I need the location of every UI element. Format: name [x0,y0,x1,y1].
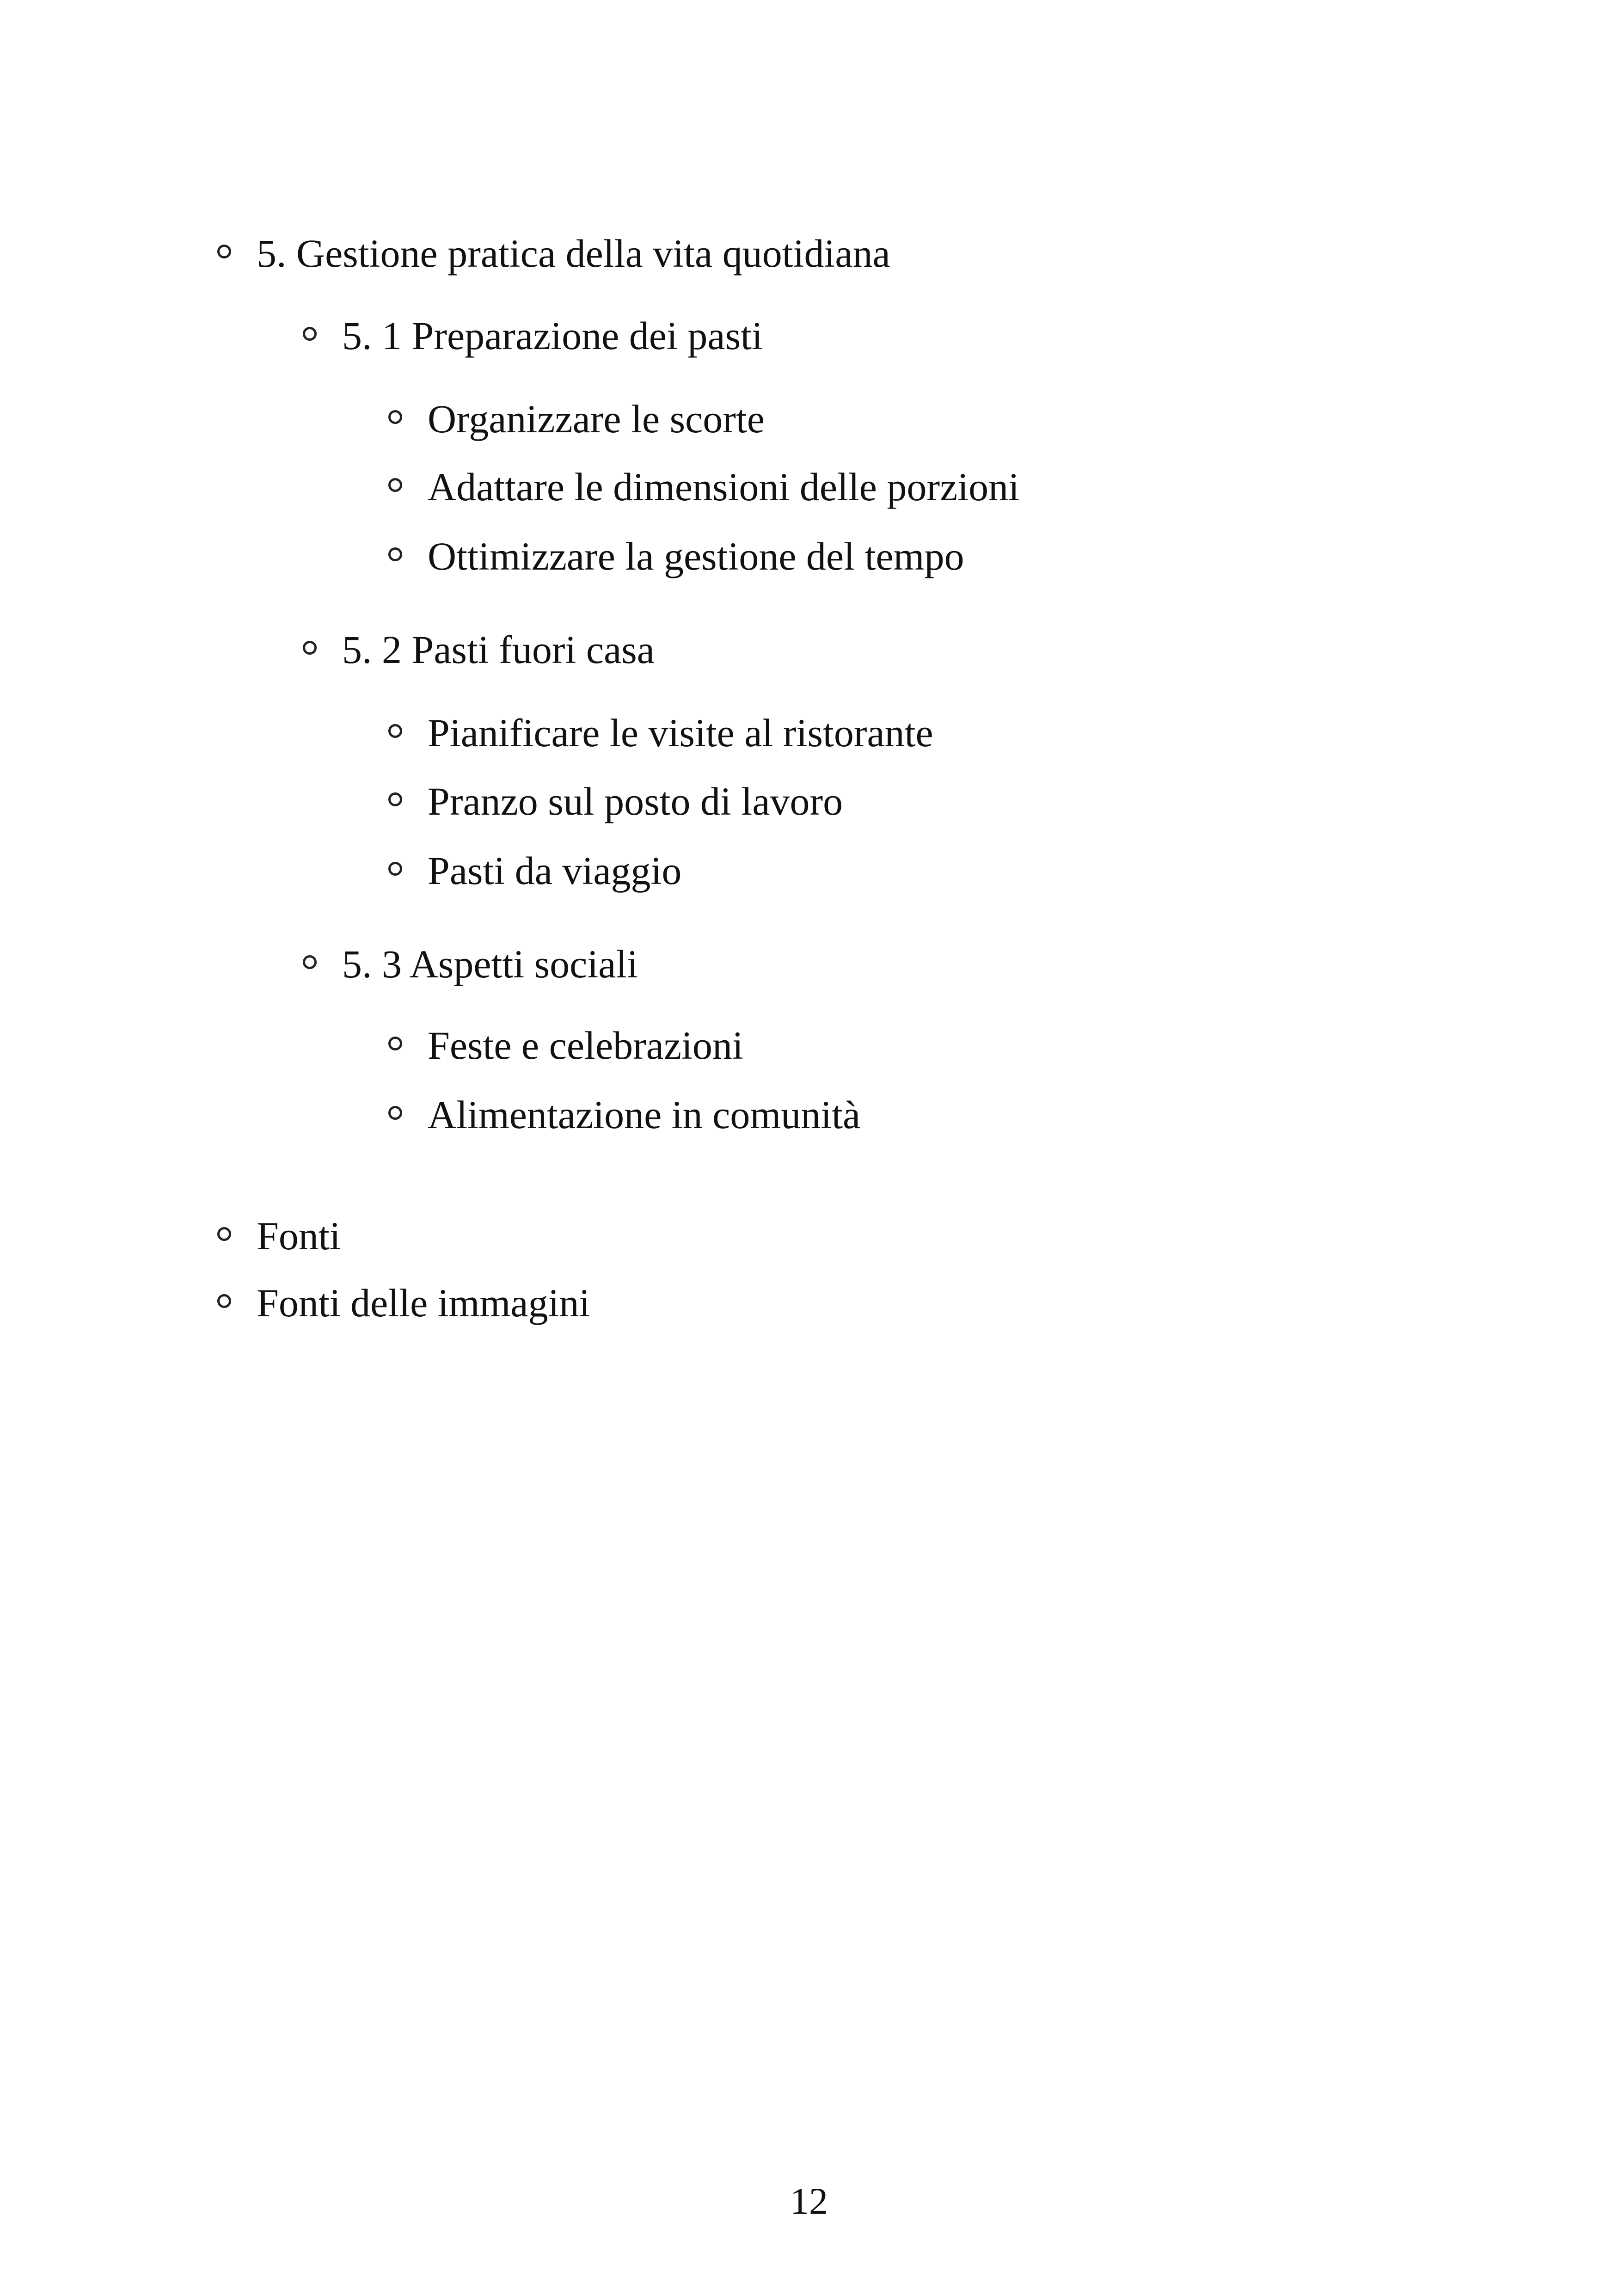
outline-item-label: Ottimizzare la gestione del tempo [428,534,964,578]
circle-bullet-icon [217,1227,231,1241]
outline-item-label: Pasti da viaggio [428,848,682,893]
circle-bullet-icon [388,478,402,492]
outline-item-label: Adattare le dimensioni delle porzioni [428,465,1020,509]
outline-item-label: Fonti delle immagini [257,1281,590,1325]
circle-bullet-icon [388,547,402,561]
circle-bullet-icon [303,641,317,655]
circle-bullet-icon [388,1106,402,1120]
circle-bullet-icon [217,1294,231,1308]
circle-bullet-icon [303,955,317,969]
outline-item-label: 5. Gestione pratica della vita quotidiana [257,231,890,276]
outline-item-label: Feste e celebrazioni [428,1023,743,1068]
circle-bullet-icon [303,327,317,341]
circle-bullet-icon [388,410,402,424]
circle-bullet-icon [388,1037,402,1050]
page-number: 12 [790,2180,828,2222]
outline-item-label: Pranzo sul posto di lavoro [428,779,843,823]
outline-item-label: Fonti [257,1214,341,1258]
outline-item-label: 5. 2 Pasti fuori casa [342,627,655,672]
circle-bullet-icon [217,245,231,258]
outline-item-label: 5. 1 Preparazione dei pasti [342,313,763,358]
outline-item-label: Alimentazione in comunità [428,1093,861,1137]
outline-item-label: 5. 3 Aspetti sociali [342,942,638,986]
outline-item-label: Pianificare le visite al ristorante [428,711,933,755]
outline-item-label: Organizzare le scorte [428,397,765,441]
circle-bullet-icon [388,792,402,806]
circle-bullet-icon [388,724,402,738]
circle-bullet-icon [388,862,402,876]
